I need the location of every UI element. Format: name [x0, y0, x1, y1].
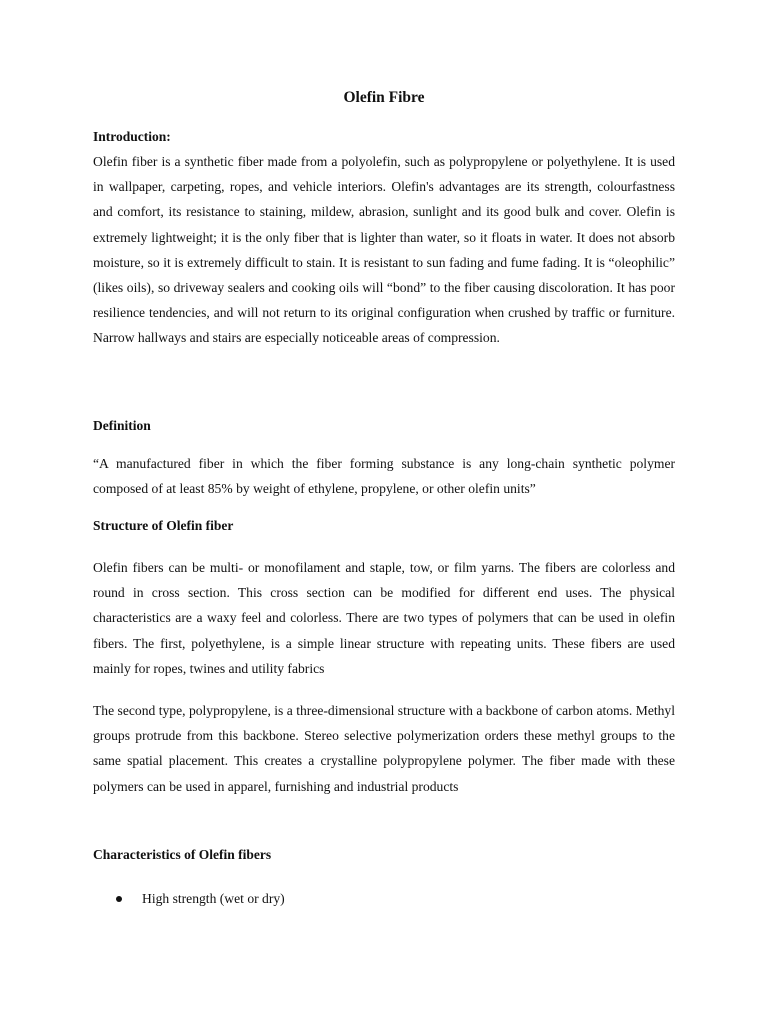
introduction-heading: Introduction: — [93, 129, 171, 144]
structure-paragraph-2: The second type, polypropylene, is a three-dimensional structure with a backbone of carbon atoms. Methyl groups protrude from this backbone. Stereo selective polymerization orders these methyl groups to the same spatial placement. This creates a crystalline polypropylene polymer. The fiber made with these polymers can be used in apparel, furnishing and industrial products — [93, 703, 675, 794]
list-item — [116, 889, 285, 909]
characteristics-heading: Characteristics of Olefin fibers — [93, 847, 272, 862]
definition-paragraph: “A manufactured fiber in which the fiber forming substance is any long-chain synthetic polymer composed of at least 85% by weight of ethylene, propylene, or other olefin units” — [93, 456, 675, 496]
structure-paragraph-1: Olefin fibers can be multi- or monofilament and staple, tow, or film yarns. The fibers are colorless and round in cross section. This cross section can be modified for different end uses. The physical characteristics are a waxy feel and colorless. There are two types of polymers that can be used in olefin fibers. The first, polyethylene, is a simple linear structure with repeating units. These fibers are used mainly for ropes, twines and utility fabrics — [93, 560, 675, 676]
document-title: Olefin Fibre — [343, 89, 425, 106]
structure-heading: Structure of Olefin fiber — [93, 518, 234, 533]
introduction-paragraph: Olefin fiber is a synthetic fiber made from a polyolefin, such as polypropylene or polyethylene. It is used in wallpaper, carpeting, ropes, and vehicle interiors. Olefin's advantages are its strength, colourfastness and comfort, its resistance to staining, mildew, abrasion, sunlight and its good bulk and cover. Olefin is extremely lightweight; it is the only fiber that is lighter than water, so it floats in water. It does not absorb moisture, so it is extremely difficult to stain. It is resistant to sun fading and fume fading. It is “oleophilic” (likes oils), so driveway sealers and cooking oils will “bond” to the fiber causing discoloration. It has poor resilience tendencies, and will not return to its original configuration when crushed by traffic or furniture. Narrow hallways and stairs are especially noticeable areas of compression. — [93, 154, 675, 346]
list-item-text: High strength (wet or dry) — [142, 891, 285, 906]
bullet-icon — [116, 896, 122, 902]
definition-heading: Definition — [93, 418, 151, 433]
